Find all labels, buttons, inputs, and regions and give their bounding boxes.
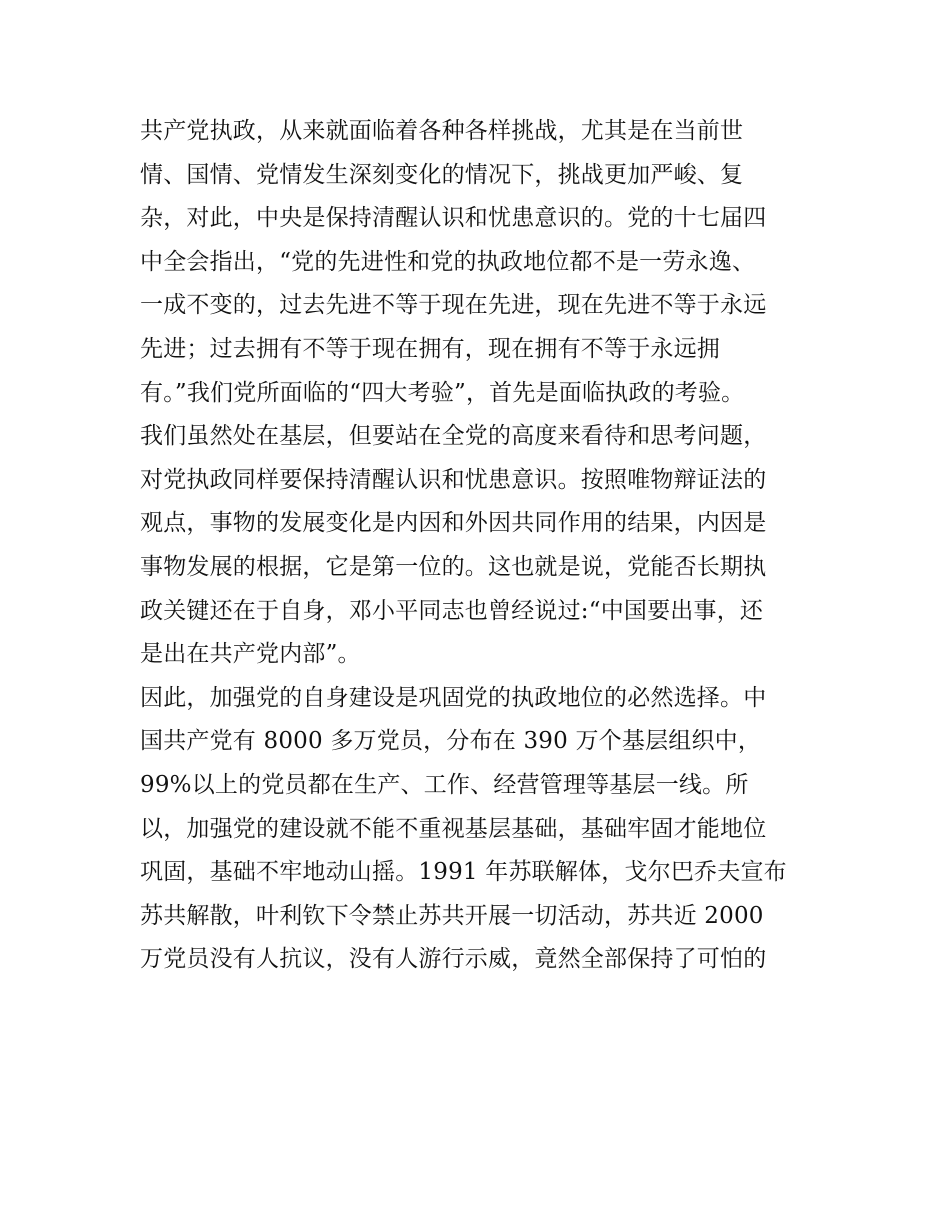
text-line: 对党执政同样要保持清醒认识和忧患意识。按照唯物辩证法的 [140, 466, 767, 493]
text-line: 我们虽然处在基层，但要站在全党的高度来看待和思考问题， [140, 423, 767, 450]
text-line: 以，加强党的建设就不能不重视基层基础，基础牢固才能地位 [140, 815, 767, 842]
text-line: 因此，加强党的自身建设是巩固党的执政地位的必然选择。中 [140, 684, 767, 711]
text-line: 巩固，基础不牢地动山摇。1991 年苏联解体，戈尔巴乔夫宣布 [140, 859, 787, 886]
body-text [140, 110, 830, 982]
text-line: 事物发展的根据，它是第一位的。这也就是说，党能否长期执 [140, 553, 767, 580]
text-line: 有。”我们党所面临的“四大考验”，首先是面临执政的考验。 [140, 379, 745, 406]
text-line: 万党员没有人抗议，没有人游行示威，竟然全部保持了可怕的 [140, 946, 767, 973]
text-line: 中全会指出，“党的先进性和党的执政地位都不是一劳永逸、 [140, 248, 756, 275]
text-line: 一成不变的，过去先进不等于现在先进，现在先进不等于永远 [140, 292, 767, 319]
text-line: 先进；过去拥有不等于现在拥有，现在拥有不等于永远拥 [140, 335, 720, 362]
text-line: 国共产党有 8000 多万党员，分布在 390 万个基层组织中， [140, 728, 762, 755]
text-line: 99%以上的党员都在生产、工作、经营管理等基层一线。所 [140, 771, 749, 798]
text-line: 共产党执政，从来就面临着各种各样挑战，尤其是在当前世 [140, 118, 744, 144]
text-line: 杂，对此，中央是保持清醒认识和忧患意识的。党的十七届四 [140, 205, 767, 232]
text-line: 是出在共产党内部”。 [140, 641, 361, 668]
text-line: 政关键还在于自身，邓小平同志也曾经说过:“中国要出事，还 [140, 597, 764, 624]
text-line: 观点，事物的发展变化是内因和外因共同作用的结果，内因是 [140, 510, 767, 537]
text-line: 苏共解散，叶利钦下令禁止苏共开展一切活动，苏共近 2000 [140, 902, 764, 929]
text-line: 情、国情、党情发生深刻变化的情况下，挑战更加严峻、复 [140, 161, 744, 188]
